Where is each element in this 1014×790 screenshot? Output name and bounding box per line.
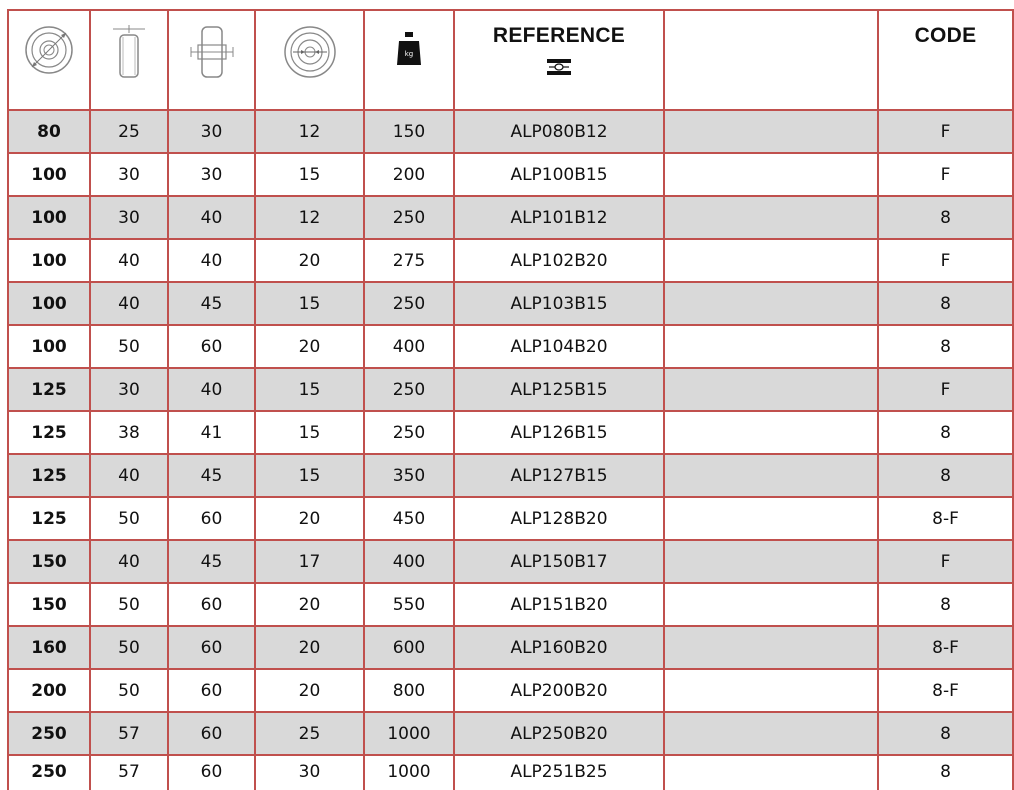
cell-diameter: 250 — [8, 712, 90, 755]
tread-width-icon — [109, 23, 149, 81]
cell-bore: 20 — [255, 239, 364, 282]
cell-blank — [664, 626, 878, 669]
table-row — [8, 497, 1013, 540]
cell-bore: 15 — [255, 282, 364, 325]
header-bore — [255, 10, 364, 110]
cell-code: 8 — [878, 755, 1013, 790]
cell-code: F — [878, 540, 1013, 583]
cell-code: 8-F — [878, 669, 1013, 712]
header-blank — [664, 10, 878, 110]
cell-load: 350 — [364, 454, 454, 497]
cell-hub: 40 — [168, 239, 255, 282]
cell-hub: 30 — [168, 110, 255, 153]
cell-code: 8-F — [878, 626, 1013, 669]
cell-reference: ALP126B15 — [454, 411, 664, 454]
cell-diameter: 125 — [8, 454, 90, 497]
cell-width: 50 — [90, 325, 168, 368]
cell-bore: 15 — [255, 153, 364, 196]
cell-code: 8 — [878, 325, 1013, 368]
cell-width: 30 — [90, 196, 168, 239]
cell-reference: ALP103B15 — [454, 282, 664, 325]
cell-diameter: 100 — [8, 239, 90, 282]
cell-load: 250 — [364, 411, 454, 454]
table-row — [8, 368, 1013, 411]
cell-bore: 30 — [255, 755, 364, 790]
cell-bore: 12 — [255, 196, 364, 239]
cell-hub: 41 — [168, 411, 255, 454]
table-row — [8, 454, 1013, 497]
cell-hub: 60 — [168, 325, 255, 368]
cell-blank — [664, 153, 878, 196]
cell-code: 8 — [878, 712, 1013, 755]
cell-blank — [664, 540, 878, 583]
cell-hub: 60 — [168, 755, 255, 790]
table-header — [8, 10, 1013, 110]
cell-width: 50 — [90, 669, 168, 712]
load-weight-icon — [396, 31, 422, 67]
cell-load: 250 — [364, 282, 454, 325]
cell-blank — [664, 196, 878, 239]
cell-blank — [664, 583, 878, 626]
table-row — [8, 540, 1013, 583]
cell-diameter: 125 — [8, 411, 90, 454]
cell-width: 30 — [90, 368, 168, 411]
table-row — [8, 239, 1013, 282]
cell-width: 40 — [90, 540, 168, 583]
cell-hub: 40 — [168, 368, 255, 411]
header-diameter — [8, 10, 90, 110]
cell-width: 30 — [90, 153, 168, 196]
cell-hub: 60 — [168, 583, 255, 626]
table-row — [8, 626, 1013, 669]
cell-code: 8 — [878, 196, 1013, 239]
cell-blank — [664, 454, 878, 497]
cell-code: F — [878, 110, 1013, 153]
cell-load: 275 — [364, 239, 454, 282]
cell-reference: ALP125B15 — [454, 368, 664, 411]
cell-reference: ALP151B20 — [454, 583, 664, 626]
cell-bore: 12 — [255, 110, 364, 153]
cell-reference: ALP080B12 — [454, 110, 664, 153]
header-hub-length — [168, 10, 255, 110]
load-icon-label: kg — [404, 50, 414, 58]
cell-load: 1000 — [364, 755, 454, 790]
cell-hub: 45 — [168, 282, 255, 325]
cell-width: 50 — [90, 626, 168, 669]
cell-blank — [664, 712, 878, 755]
cell-width: 40 — [90, 239, 168, 282]
header-reference — [454, 10, 664, 110]
cell-hub: 40 — [168, 196, 255, 239]
cell-bore: 25 — [255, 712, 364, 755]
cell-reference: ALP160B20 — [454, 626, 664, 669]
cell-bore: 20 — [255, 583, 364, 626]
table-row — [8, 110, 1013, 153]
hub-length-icon — [187, 23, 237, 81]
cell-code: 8 — [878, 282, 1013, 325]
cell-code: F — [878, 239, 1013, 282]
cell-width: 40 — [90, 454, 168, 497]
cell-load: 400 — [364, 540, 454, 583]
cell-width: 50 — [90, 583, 168, 626]
code-header-label: CODE — [914, 24, 977, 47]
cell-bore: 20 — [255, 669, 364, 712]
header-code — [878, 10, 1013, 110]
cell-width: 40 — [90, 282, 168, 325]
cell-bore: 17 — [255, 540, 364, 583]
reference-header-label: REFERENCE — [492, 24, 626, 47]
cell-hub: 60 — [168, 497, 255, 540]
wheel-diameter-icon — [22, 23, 76, 77]
cell-load: 800 — [364, 669, 454, 712]
cell-reference: ALP128B20 — [454, 497, 664, 540]
cell-diameter: 150 — [8, 540, 90, 583]
cell-bore: 15 — [255, 411, 364, 454]
header-tread-width — [90, 10, 168, 110]
table-row — [8, 583, 1013, 626]
cell-code: 8 — [878, 454, 1013, 497]
cell-reference: ALP104B20 — [454, 325, 664, 368]
cell-diameter: 125 — [8, 368, 90, 411]
cell-diameter: 100 — [8, 196, 90, 239]
table-row — [8, 282, 1013, 325]
bearing-type-icon — [546, 58, 572, 76]
cell-load: 150 — [364, 110, 454, 153]
table-row — [8, 669, 1013, 712]
cell-width: 57 — [90, 712, 168, 755]
cell-load: 1000 — [364, 712, 454, 755]
cell-blank — [664, 669, 878, 712]
table-row — [8, 153, 1013, 196]
cell-width: 25 — [90, 110, 168, 153]
cell-reference: ALP200B20 — [454, 669, 664, 712]
cell-hub: 30 — [168, 153, 255, 196]
table-row — [8, 411, 1013, 454]
bore-diameter-icon — [281, 23, 339, 81]
cell-blank — [664, 282, 878, 325]
cell-blank — [664, 239, 878, 282]
cell-reference: ALP251B25 — [454, 755, 664, 790]
header-row — [8, 10, 1013, 110]
cell-load: 200 — [364, 153, 454, 196]
cell-bore: 20 — [255, 497, 364, 540]
cell-diameter: 80 — [8, 110, 90, 153]
cell-bore: 20 — [255, 626, 364, 669]
cell-diameter: 200 — [8, 669, 90, 712]
wheel-spec-table — [7, 9, 1014, 790]
cell-blank — [664, 755, 878, 790]
cell-reference: ALP101B12 — [454, 196, 664, 239]
cell-load: 600 — [364, 626, 454, 669]
table-body — [8, 110, 1013, 790]
cell-width: 38 — [90, 411, 168, 454]
cell-code: F — [878, 368, 1013, 411]
cell-load: 450 — [364, 497, 454, 540]
cell-reference: ALP150B17 — [454, 540, 664, 583]
cell-blank — [664, 110, 878, 153]
table-row — [8, 196, 1013, 239]
cell-width: 57 — [90, 755, 168, 790]
cell-bore: 15 — [255, 368, 364, 411]
cell-code: F — [878, 153, 1013, 196]
cell-code: 8-F — [878, 497, 1013, 540]
cell-blank — [664, 325, 878, 368]
cell-load: 250 — [364, 368, 454, 411]
cell-load: 550 — [364, 583, 454, 626]
header-load — [364, 10, 454, 110]
cell-reference: ALP102B20 — [454, 239, 664, 282]
cell-blank — [664, 411, 878, 454]
cell-bore: 20 — [255, 325, 364, 368]
cell-code: 8 — [878, 411, 1013, 454]
cell-code: 8 — [878, 583, 1013, 626]
cell-reference: ALP100B15 — [454, 153, 664, 196]
cell-load: 250 — [364, 196, 454, 239]
cell-bore: 15 — [255, 454, 364, 497]
cell-hub: 45 — [168, 540, 255, 583]
cell-diameter: 125 — [8, 497, 90, 540]
cell-blank — [664, 368, 878, 411]
cell-diameter: 160 — [8, 626, 90, 669]
cell-width: 50 — [90, 497, 168, 540]
cell-diameter: 100 — [8, 282, 90, 325]
cell-hub: 60 — [168, 712, 255, 755]
cell-hub: 60 — [168, 669, 255, 712]
cell-reference: ALP250B20 — [454, 712, 664, 755]
table-row — [8, 755, 1013, 790]
cell-reference: ALP127B15 — [454, 454, 664, 497]
cell-diameter: 250 — [8, 755, 90, 790]
table-row — [8, 325, 1013, 368]
cell-hub: 45 — [168, 454, 255, 497]
cell-hub: 60 — [168, 626, 255, 669]
cell-load: 400 — [364, 325, 454, 368]
table-row — [8, 712, 1013, 755]
cell-diameter: 150 — [8, 583, 90, 626]
cell-diameter: 100 — [8, 153, 90, 196]
cell-blank — [664, 497, 878, 540]
cell-diameter: 100 — [8, 325, 90, 368]
